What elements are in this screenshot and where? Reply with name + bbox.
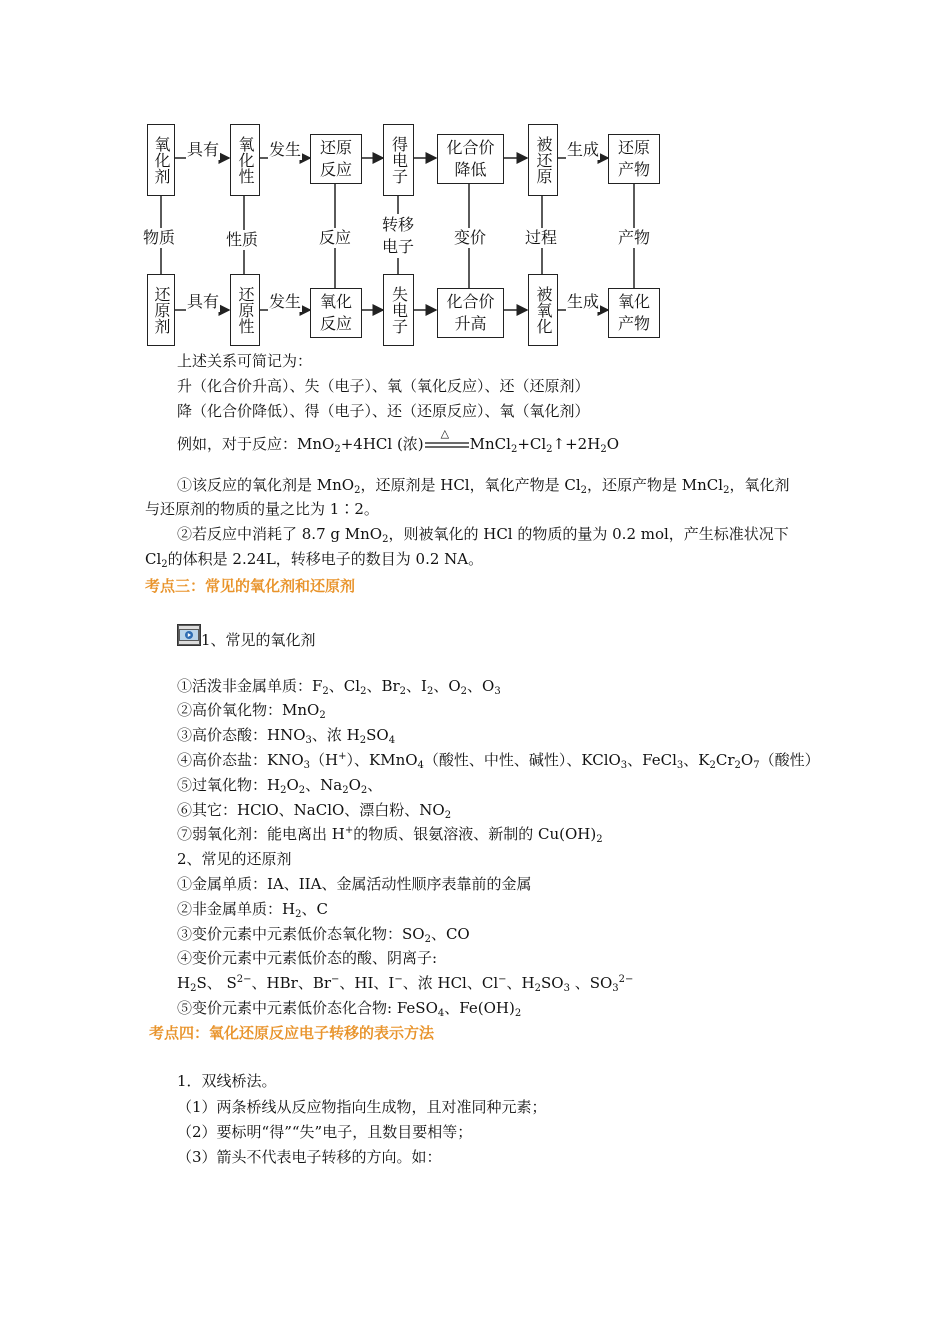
arrow-label-has: 具有 <box>187 140 220 159</box>
paragraph-1-line-1: ①该反应的氧化剂是 MnO$_2$，还原剂是 HCl，氧化产物是 $Cl_2$，还原产物是 MnCl$_2$，氧化剂 <box>177 476 790 496</box>
text-run: ⑥其它：HClO、NaClO、漂白粉、NO <box>177 801 445 819</box>
text-run: H <box>177 974 191 992</box>
oxidant-item-3: ③高价态酸：$HNO_3$、浓 $H_2SO_4$ <box>177 726 396 746</box>
paragraph-1-line-2: 与还原剂的物质的量之比为 1∶2。 <box>145 500 379 518</box>
eq-part: O <box>606 435 619 453</box>
text-run: Cl <box>145 550 162 568</box>
box-valence-decrease <box>437 134 504 184</box>
eq-part: +4HCl (浓) <box>340 435 424 453</box>
paragraph-2-line-2: $Cl_2$的体积是 2.24L，转移电子的数目为 0.2 NA。 <box>145 550 484 570</box>
box-label: 被还原 <box>534 136 553 184</box>
subsection-oxidants: 1、常见的氧化剂 <box>201 631 316 649</box>
box-lose-electrons <box>383 274 414 346</box>
oxidant-item-5: ⑤过氧化物：$H_2O_2$、$Na_2O_2$、 <box>177 776 383 796</box>
box-reduction-product <box>608 134 660 184</box>
text-run: ③高价态酸：HNO <box>177 726 306 744</box>
example-equation: 例如，对于反应：MnO$_2$+4HCl (浓) △ $MnCl_2+Cl_2↑+2H_2O$ <box>177 434 619 454</box>
method-double-bridge: 1．双线桥法。 <box>177 1072 277 1090</box>
arrow-label-undergoes: 发生 <box>269 292 302 311</box>
box-label: 还原反应 <box>319 138 352 179</box>
reductant-item-3: ③变价元素中元素低价态氧化物：$SO_2$、CO <box>177 925 470 945</box>
arrow-label-has: 具有 <box>187 292 220 311</box>
middle-label-substance: 物质 <box>143 228 176 247</box>
text-run: 的体积是 2.24L，转移电子的数目为 0.2 NA。 <box>167 550 484 568</box>
box-label: 氧化反应 <box>319 292 352 333</box>
oxidant-item-6: ⑥其它：HClO、NaClO、漂白粉、$NO_2$ <box>177 801 452 821</box>
text-run: ⑤变价元素中元素低价态化合物: FeSO <box>177 999 438 1017</box>
box-reducing-property <box>230 274 260 346</box>
oxidant-item-1: ①活泼非金属单质：$F_2$、$Cl_2$、$Br_2$、$I_2$、$O_2$、$O_3$ <box>177 677 501 697</box>
box-label: 还原产物 <box>617 138 650 179</box>
reductant-item-4: ④变价元素中元素低价态的酸、阴离子: <box>177 949 438 967</box>
text-run: ②高价氧化物：MnO <box>177 701 320 719</box>
box-label: 还原性 <box>236 286 255 334</box>
heat-equals-sign <box>424 427 470 454</box>
box-oxidation-product <box>608 288 660 338</box>
text-run: ⑦弱氧化剂：能电离出 H <box>177 825 345 843</box>
eq-part: +Cl <box>517 435 547 453</box>
middle-label-property: 性质 <box>226 230 259 249</box>
reductant-item-4-list: $H_2S$、 $S^{2-}$、HBr、Br−、HI、I−、浓 HCl、Cl−、$H_2SO_3$ 、$SO_3^{2-}$ <box>177 974 634 994</box>
box-oxidized <box>528 274 558 346</box>
box-gain-electrons <box>383 124 414 196</box>
box-oxidizing-property <box>230 124 260 196</box>
method-rule-1: （1）两条桥线从反应物指向生成物，且对准同种元素； <box>177 1098 547 1116</box>
text-run: ，还原产物是 MnCl <box>587 476 724 494</box>
middle-label-valence-change: 变价 <box>454 228 487 247</box>
text-run: ①该反应的氧化剂是 MnO <box>177 476 355 494</box>
reductant-item-5: ⑤变价元素中元素低价态化合物: FeSO$_4$、$Fe(OH)_2$ <box>177 999 522 1019</box>
box-label: 氧化产物 <box>617 292 650 333</box>
text-run: ，则被氧化的 HCl 的物质的量为 0.2 mol，产生标准状况下 <box>388 525 789 543</box>
box-label: 化合价升高 <box>446 292 495 333</box>
summary-line-down: 降（化合价降低）、得（电子）、还（还原反应）、氧（氧化剂） <box>177 402 590 420</box>
arrow-label-produces: 生成 <box>567 292 600 311</box>
box-label: 被氧化 <box>534 286 553 334</box>
text-run: ，还原剂是 HCl，氧化产物是 Cl <box>360 476 581 494</box>
eq-part: ↑+2H <box>552 435 601 453</box>
text-run: ④高价态盐：KNO <box>177 751 304 769</box>
middle-label-product: 产物 <box>618 228 651 247</box>
section-heading-4: 考点四：氧化还原反应电子转移的表示方法 <box>149 1024 435 1042</box>
box-label: 氧化剂 <box>152 136 171 184</box>
middle-label-electron-transfer: 转移电子 <box>381 215 414 256</box>
text-run: ，氧化剂 <box>729 476 790 494</box>
box-oxidation-reaction <box>310 288 362 338</box>
box-label: 还原剂 <box>152 286 171 334</box>
summary-line-up: 升（化合价升高）、失（电子）、氧（氧化反应）、还（还原剂） <box>177 377 590 395</box>
box-valence-increase <box>437 288 504 338</box>
arrow-label-undergoes: 发生 <box>269 140 302 159</box>
text-run: ①活泼非金属单质：F <box>177 677 323 695</box>
eq-part: MnCl <box>469 435 511 453</box>
arrow-label-produces: 生成 <box>567 140 600 159</box>
box-reduction-reaction <box>310 134 362 184</box>
oxidant-item-4: ④高价态盐：$KNO_3(H^+)$、KMnO$_4$（酸性、中性、碱性）、KClO$_3$、FeCl$_3$、$K_2Cr_2O_7$（酸性） <box>177 751 820 771</box>
box-label: 失电子 <box>389 286 409 334</box>
box-label: 化合价降低 <box>446 138 495 179</box>
heat-symbol: △ <box>440 427 450 440</box>
oxidant-item-7: ⑦弱氧化剂：能电离出 H+的物质、银氨溶液、新制的 $Cu(OH)_2$ <box>177 825 603 845</box>
oxidant-item-2: ②高价氧化物：MnO$_2$ <box>177 701 326 721</box>
method-rule-3: （3）箭头不代表电子转移的方向。如： <box>177 1148 442 1166</box>
subsection-reductants: 2、常见的还原剂 <box>177 850 292 868</box>
box-label: 氧化性 <box>236 136 255 184</box>
summary-intro: 上述关系可简记为： <box>177 352 313 370</box>
box-label: 得电子 <box>389 136 409 184</box>
reductant-item-1: ①金属单质：IA、IIA、金属活动性顺序表靠前的金属 <box>177 875 532 893</box>
eq-part: 例如，对于反应：MnO <box>177 435 335 453</box>
text-run: ③变价元素中元素低价态氧化物：SO <box>177 925 425 943</box>
text-run: ⑤过氧化物：H <box>177 776 281 794</box>
box-reduced <box>528 124 558 196</box>
middle-label-reaction: 反应 <box>319 228 352 247</box>
box-oxidant <box>147 124 175 196</box>
paragraph-2-line-1: ②若反应中消耗了 8.7 g MnO$_2$，则被氧化的 HCl 的物质的量为 0.2 mol，产生标准状况下 <box>177 525 789 545</box>
text-run: ②非金属单质：H <box>177 900 296 918</box>
reductant-item-2: ②非金属单质：$H_2$、C <box>177 900 328 920</box>
method-rule-2: （2）要标明“得”“失”电子，且数目要相等； <box>177 1123 473 1141</box>
middle-label-process: 过程 <box>525 228 558 247</box>
media-icon[interactable] <box>177 624 201 646</box>
section-heading-3: 考点三：常见的氧化剂和还原剂 <box>145 577 356 595</box>
box-reductant <box>147 274 175 346</box>
text-run: ②若反应中消耗了 8.7 g MnO <box>177 525 383 543</box>
redox-concept-diagram <box>140 118 680 350</box>
